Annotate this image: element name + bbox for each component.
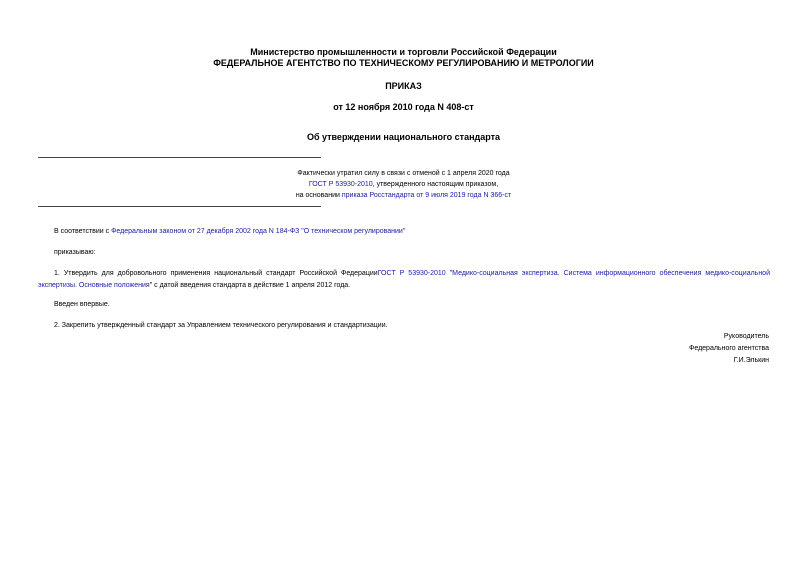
- doc-type: ПРИКАЗ: [385, 81, 422, 91]
- federal-law-link[interactable]: Федеральным законом от 27 декабря 2002 года N 184-ФЗ "О техническом регулировании": [111, 228, 406, 235]
- doc-subject: Об утверждении национального стандарта: [306, 132, 501, 142]
- signer-title-2: Федерального агентства: [689, 345, 769, 352]
- paragraph-assign: 2. Закрепить утвержденный стандарт за Управлением технического регулирования и стандартизации.: [54, 322, 388, 329]
- paragraph-introduced: Введен впервые.: [54, 301, 110, 308]
- paragraph-approve: 1. Утвердить для добровольного применения национальный стандарт Российской ФедерацииГОСТ Р 53930-2010 "Медико-социальная экспертиза. Система информационного обеспечения медико-социальной экспертизы. Основные положения" с датой введения стандарта в действие 1 апреля 2012 года.: [38, 270, 770, 289]
- agency-title: ФЕДЕРАЛЬНОЕ АГЕНТСТВО ПО ТЕХНИЧЕСКОМУ РЕГУЛИРОВАНИЮ И МЕТРОЛОГИИ: [213, 58, 594, 68]
- signer-title-1: Руководитель: [723, 333, 769, 340]
- signature-block: [689, 331, 769, 367]
- top-divider: [38, 157, 321, 158]
- paragraph-basis: В соответствии с Федеральным законом от 27 декабря 2002 года N 184-ФЗ "О техническом регулировании": [54, 228, 406, 235]
- gost-link[interactable]: ГОСТ Р 53930-2010: [308, 181, 373, 188]
- note-line-2: ГОСТ Р 53930-2010, утвержденного настоящим приказом,: [308, 181, 499, 188]
- doc-date: от 12 ноября 2010 года N 408-ст: [333, 102, 474, 112]
- note-line-3: на основании приказа Росстандарта от 9 июля 2019 года N 366-ст: [295, 192, 512, 199]
- paragraph-order: приказываю:: [54, 249, 96, 256]
- ministry-title: Министерство промышленности и торговли Российской Федерации: [250, 47, 557, 57]
- note-line-1: Фактически утратил силу в связи с отменой с 1 апреля 2020 года: [297, 170, 510, 177]
- standard-link[interactable]: ГОСТ Р 53930-2010 "Медико-социальная экспертиза. Система информационного обеспечения медико-социальной экспертизы. Основные положения: [38, 270, 770, 289]
- rosstandart-order-link[interactable]: приказа Росстандарта от 9 июля 2019 года N 366-ст: [341, 192, 512, 199]
- bottom-divider: [38, 206, 321, 207]
- status-note: [0, 168, 807, 201]
- signer-name: Г.И.Элькин: [733, 357, 769, 364]
